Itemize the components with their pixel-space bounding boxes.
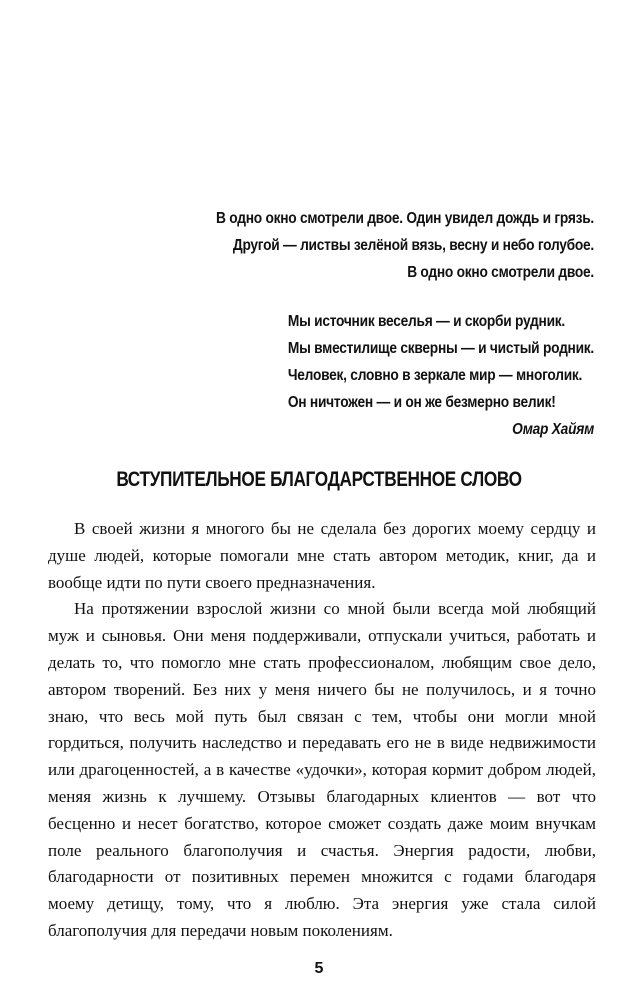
epigraph-line: Человек, словно в зеркале мир — многолик. [287,367,583,384]
epigraph-stanza-1 [190,205,594,286]
epigraph-line: Мы источник веселья — и скорби рудник. [287,313,565,330]
body-text [48,516,596,945]
epigraph-stanza-2 [288,308,594,443]
paragraph: В своей жизни я многого бы не сделала без дорогих моему сердцу и душе людей, которые помогали мне стать автором методик, книг, да и вообще идти по пути своего предназначения. [48,519,596,592]
epigraph-line: Мы вместилище скверны — и чистый родник. [287,340,594,357]
epigraph [190,205,594,443]
chapter-heading: ВСТУПИТЕЛЬНОЕ БЛАГОДАРСТВЕННОЕ СЛОВО [116,468,522,491]
page-number: 5 [314,960,324,977]
epigraph-line: Другой — листвы зелёной вязь, весну и небо голубое. [232,237,594,254]
epigraph-line: Он ничтожен — и он же безмерно велик! [287,394,556,411]
epigraph-line: В одно окно смотрели двое. Один увидел дождь и грязь. [216,210,594,227]
epigraph-author: Омар Хайям [512,421,594,438]
epigraph-line: В одно окно смотрели двое. [407,264,594,281]
paragraph: На протяжении взрослой жизни со мной были всегда мой любящий муж и сыновья. Они меня поддерживали, отпускали учиться, работать и делать то, что помогло мне стать профессионалом, любящим свое дело, автором творений. Без них у меня ничего бы не получилось, и я точно знаю, что весь мой путь был связан с тем, чтобы они могли мной гордиться, получить наследство и передавать его не в виде недвижимости или драгоценностей, а в качестве «удочки», которая кормит добром людей, меняя жизнь к лучшему. Отзывы благодарных клиентов — вот что бесценно и несет богатство, которое сможет создать даже моим внучкам поле реального благополучия и счастья. Энергия радости, любви, благодарности от позитивных перемен множится с годами благодаря моему детищу, тому, что я люблю. Эта энергия уже стала силой благополучия для передачи новым поколениям. [48,599,596,940]
